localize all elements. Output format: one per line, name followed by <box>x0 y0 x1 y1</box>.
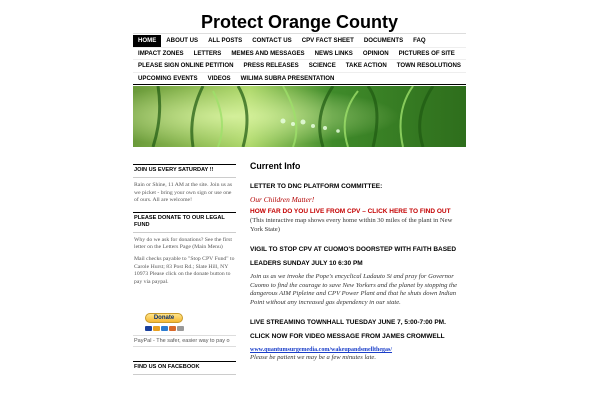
nav-item-all-posts[interactable]: ALL POSTS <box>208 37 243 44</box>
livestream-link[interactable]: www.quantumsurgemedia.com/wakeupandsmellthegas/ <box>250 347 393 353</box>
header-grass-image <box>133 86 466 147</box>
discover-card-icon <box>169 326 176 331</box>
widget-title-donate: PLEASE DONATE TO OUR LEGAL FUND <box>133 212 236 233</box>
nav-item-letters[interactable]: LETTERS <box>193 49 222 57</box>
map-description: (This interactive map shows every home within 30 miles of the plant in New York State) <box>250 217 453 233</box>
mastercard-icon <box>153 326 160 331</box>
nav-item-about-us[interactable]: ABOUT US <box>166 37 199 44</box>
nav-item-wilima-subra-presentation[interactable]: WILIMA SUBRA PRESENTATION <box>240 74 335 82</box>
main-content <box>250 160 466 363</box>
site-title[interactable]: Protect Orange County <box>200 12 399 32</box>
nav-item-press-releases[interactable]: PRESS RELEASES <box>243 62 299 69</box>
grass-photo <box>133 86 466 147</box>
sidebar <box>133 164 236 375</box>
nav-item-documents[interactable]: DOCUMENTS <box>363 37 404 44</box>
livestream-heading: LIVE STREAMING TOWNHALL TUESDAY JUNE 7, 5:00-7:00 PM. CLICK NOW FOR VIDEO MESSAGE FROM JAMES CROMWELL <box>250 319 446 340</box>
donate-button[interactable]: Donate <box>145 313 183 323</box>
nav-item-opinion[interactable]: OPINION <box>362 49 389 57</box>
how-far-link[interactable]: HOW FAR DO YOU LIVE FROM CPV – CLICK HERE TO FIND OUT <box>250 208 451 215</box>
widget-text-donate-why: Why do we ask for donations? See the first letter on the Letters Page (Main Menu) <box>134 236 232 251</box>
nav-item-pictures-of-site[interactable]: PICTURES OF SITE <box>398 49 455 57</box>
vigil-description: Join us as we invoke the Pope's encyclical Ladauto Si and pray for Governor Cuomo to find the courage to save New Yorkers and the planet by stopping the dangerous AIM Pipleine and CPV Power Plant and that he shuts down Indian Point without any increased gas dependency in our state. <box>250 273 458 306</box>
nav-row <box>133 73 466 86</box>
our-children-text: Our Children Matter! <box>250 195 315 204</box>
widget-title-facebook: FIND US ON FACEBOOK <box>133 361 236 375</box>
nav-row <box>133 48 466 61</box>
letter-heading: LETTER TO DNC PLATFORM COMMITTEE: <box>250 183 383 190</box>
main-navigation <box>133 35 466 85</box>
bank-icon <box>177 326 184 331</box>
nav-item-take-action[interactable]: TAKE ACTION <box>345 62 387 69</box>
widget-text-saturday: Rain or Shine, 11 AM at the site. Join us as we picket - bring your own sign or use one of ours. All are welcome! <box>134 182 233 204</box>
widget-text-donate-mail: Mail checks payable to "Stop CPV Fund" to Carole Hurst; 83 Post Rd.; Slate Hill, NY 10973 Please click on the donate button to pay via paypal. <box>134 255 235 285</box>
nav-item-videos[interactable]: VIDEOS <box>207 74 231 82</box>
visa-card-icon <box>145 326 152 331</box>
widget-title-saturday: JOIN US EVERY SATURDAY !! <box>133 164 236 178</box>
nav-item-news-links[interactable]: NEWS LINKS <box>314 49 353 57</box>
nav-item-memes-and-messages[interactable]: MEMES AND MESSAGES <box>231 49 305 57</box>
amex-card-icon <box>161 326 168 331</box>
patient-note: Please be patient we may be a few minutes late. <box>250 354 376 361</box>
nav-item-home[interactable]: HOME <box>133 35 161 47</box>
nav-item-please-sign-online-petition[interactable]: PLEASE SIGN ONLINE PETITION <box>138 62 234 69</box>
card-logos <box>145 326 236 331</box>
nav-item-faq[interactable]: FAQ <box>413 37 426 44</box>
nav-item-town-resolutions[interactable]: TOWN RESOLUTIONS <box>396 62 461 69</box>
nav-item-contact-us[interactable]: CONTACT US <box>252 37 292 44</box>
nav-row <box>133 35 466 48</box>
header-divider <box>133 33 466 34</box>
nav-item-impact-zones[interactable]: IMPACT ZONES <box>138 49 184 57</box>
page-title: Current Info <box>250 161 301 171</box>
donate-area <box>133 286 236 335</box>
nav-item-science[interactable]: SCIENCE <box>308 62 336 69</box>
nav-item-upcoming-events[interactable]: UPCOMING EVENTS <box>138 74 198 82</box>
nav-item-cpv-fact-sheet[interactable]: CPV FACT SHEET <box>301 37 354 44</box>
vigil-heading: VIGIL TO STOP CPV AT CUOMO'S DOORSTEP WITH FAITH BASED LEADERS SUNDAY JULY 10 6:30 PM <box>250 246 457 267</box>
paypal-caption: PayPal - The safer, easier way to pay o <box>133 335 236 347</box>
nav-row <box>133 60 466 73</box>
